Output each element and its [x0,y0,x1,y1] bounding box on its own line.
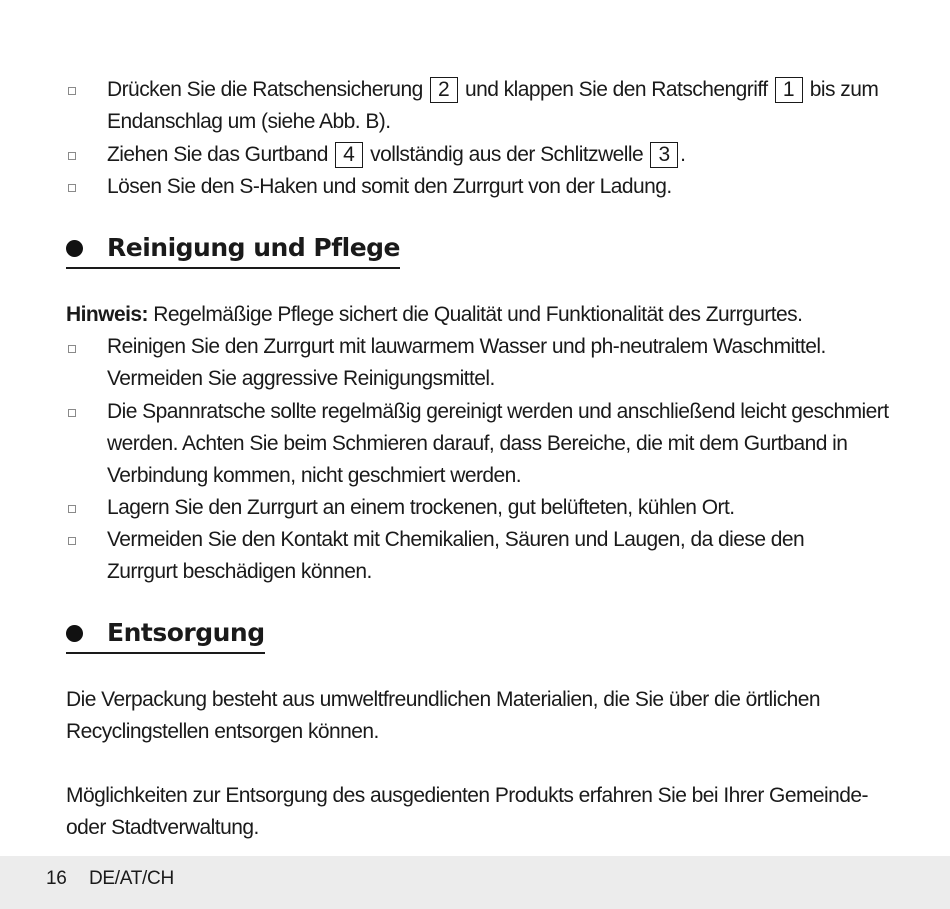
note-label: Hinweis: [66,303,148,326]
bullet-icon [68,152,76,160]
part-reference: 4 [335,142,363,168]
section-title: Reinigung und Pflege [107,233,401,262]
step-text: und klappen Sie den Ratschengriff [464,78,768,101]
care-item-line: Die Spannratsche sollte regelmäßig gereinigt werden und anschließend leicht geschmiert [107,400,889,423]
section-dot-icon [66,240,83,257]
step-line: Lösen Sie den S-Haken und somit den Zurrgurt von der Ladung. [107,175,672,198]
step-line [107,139,685,171]
section-heading [66,616,265,654]
care-item-line: Vermeiden Sie aggressive Reinigungsmittel. [107,367,495,390]
part-reference: 1 [775,77,803,103]
care-item-line: Verbindung kommen, nicht geschmiert werden. [107,464,522,487]
bullet-icon [68,87,76,95]
note-paragraph [66,299,802,331]
part-reference: 2 [430,77,458,103]
section-heading [66,231,400,269]
bullet-icon [68,409,76,417]
step-text: Drücken Sie die Ratschensicherung [107,78,423,101]
care-item-line: Reinigen Sie den Zurrgurt mit lauwarmem Wasser und ph-neutralem Waschmittel. [107,335,826,358]
note-text: Regelmäßige Pflege sichert die Qualität und Funktionalität des Zurrgurtes. [153,303,803,326]
disposal-paragraph-line: Die Verpackung besteht aus umweltfreundlichen Materialien, die Sie über die örtlichen [66,688,821,711]
step-text: Ziehen Sie das Gurtband [107,143,328,166]
disposal-paragraph-line: Möglichkeiten zur Entsorgung des ausgedienten Produkts erfahren Sie bei Ihrer Gemeinde- [66,784,868,807]
page-footer [0,856,950,909]
step-text: . [680,143,686,166]
bullet-icon [68,537,76,545]
care-item-line: Zurrgurt beschädigen können. [107,560,372,583]
bullet-icon [68,505,76,513]
care-item-line: Lagern Sie den Zurrgurt an einem trockenen, gut belüfteten, kühlen Ort. [107,496,735,519]
step-text: vollständig aus der Schlitzwelle [370,143,644,166]
region-label: DE/AT/CH [89,868,174,889]
care-item-line: Vermeiden Sie den Kontakt mit Chemikalien, Säuren und Laugen, da diese den [107,528,805,551]
step-line: Endanschlag um (siehe Abb. B). [107,110,391,133]
care-item-line: werden. Achten Sie beim Schmieren darauf, dass Bereiche, die mit dem Gurtband in [107,432,848,455]
section-title: Entsorgung [107,618,265,647]
page-number: 16 [46,868,67,889]
bullet-icon [68,184,76,192]
step-text: bis zum [809,78,879,101]
disposal-paragraph-line: Recyclingstellen entsorgen können. [66,720,379,743]
bullet-icon [68,345,76,353]
section-dot-icon [66,625,83,642]
part-reference: 3 [650,142,678,168]
disposal-paragraph-line: oder Stadtverwaltung. [66,816,259,839]
step-line [107,74,878,106]
